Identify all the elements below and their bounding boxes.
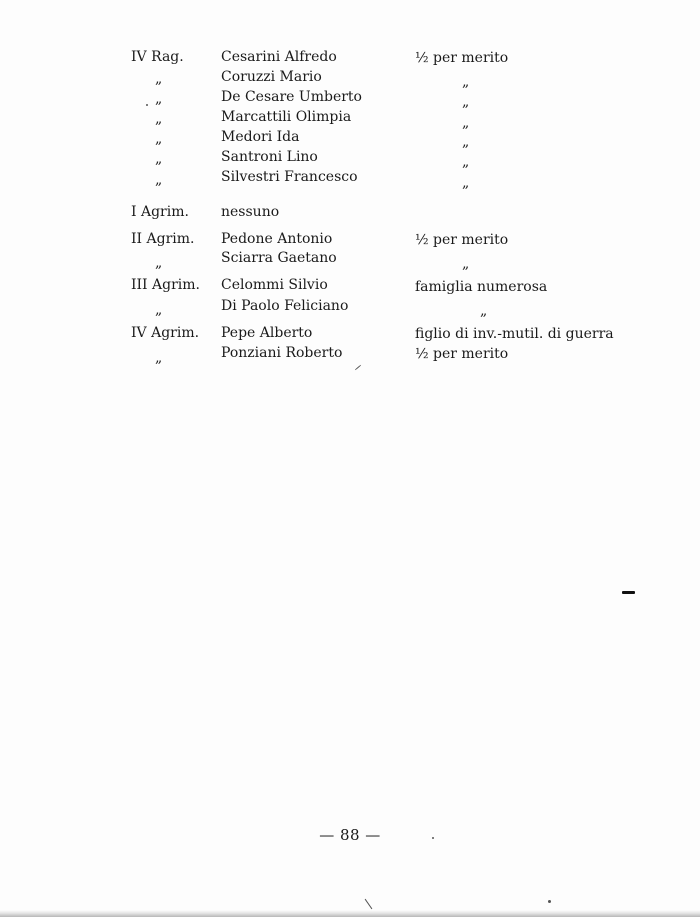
student-name: Coruzzi Mario	[221, 69, 322, 85]
student-name: Pepe Alberto	[221, 325, 313, 341]
class-ditto-mark: „	[155, 255, 163, 271]
class-label: IV Rag.	[131, 49, 184, 65]
reason-ditto-mark: „	[462, 115, 470, 131]
student-name: nessuno	[221, 204, 280, 220]
student-name: De Cesare Umberto	[221, 89, 362, 105]
student-name: Medori Ida	[221, 129, 300, 145]
scan-edge	[0, 910, 700, 917]
ink-speck	[548, 900, 551, 903]
reason-ditto-mark: „	[462, 256, 470, 272]
class-ditto-mark: „	[155, 172, 163, 188]
student-name: Marcattili Olimpia	[221, 109, 352, 125]
ink-mark	[622, 591, 635, 594]
exemption-reason: ½ per merito	[415, 346, 509, 362]
reason-ditto-mark: „	[480, 303, 488, 319]
reason-ditto-mark: „	[462, 154, 470, 170]
student-name: Sciarra Gaetano	[221, 250, 337, 266]
class-ditto-mark: „	[155, 350, 163, 366]
page-number: — 88 —	[319, 826, 381, 844]
reason-ditto-mark: „	[462, 134, 470, 150]
class-ditto-mark: „	[155, 91, 163, 107]
class-label: III Agrim.	[131, 277, 201, 293]
class-ditto-mark: „	[155, 71, 163, 87]
reason-ditto-mark: „	[462, 94, 470, 110]
ink-speck	[432, 837, 434, 839]
student-name: Cesarini Alfredo	[221, 49, 337, 65]
student-name: Pedone Antonio	[221, 231, 333, 247]
student-name: Santroni Lino	[221, 149, 318, 165]
exemption-reason: figlio di inv.-mutil. di guerra	[415, 326, 614, 342]
exemption-reason: ½ per merito	[415, 232, 509, 248]
ink-speck	[365, 899, 373, 909]
exemption-reason: ½ per merito	[415, 50, 509, 66]
student-name: Celommi Silvio	[221, 277, 328, 293]
reason-ditto-mark: „	[462, 74, 470, 90]
class-ditto-mark: „	[155, 131, 163, 147]
student-name: Di Paolo Feliciano	[221, 298, 349, 314]
class-ditto-mark: „	[155, 151, 163, 167]
class-label: IV Agrim.	[131, 325, 200, 341]
class-ditto-mark: „	[155, 111, 163, 127]
ink-speck	[355, 365, 362, 371]
class-label: II Agrim.	[131, 231, 195, 247]
class-ditto-mark: „	[155, 302, 163, 318]
student-name: Silvestri Francesco	[221, 169, 358, 185]
student-name: Ponziani Roberto	[221, 345, 343, 361]
ink-speck	[146, 104, 148, 106]
reason-ditto-mark: „	[462, 175, 470, 191]
exemption-reason: famiglia numerosa	[415, 279, 548, 295]
class-label: I Agrim.	[131, 204, 189, 220]
